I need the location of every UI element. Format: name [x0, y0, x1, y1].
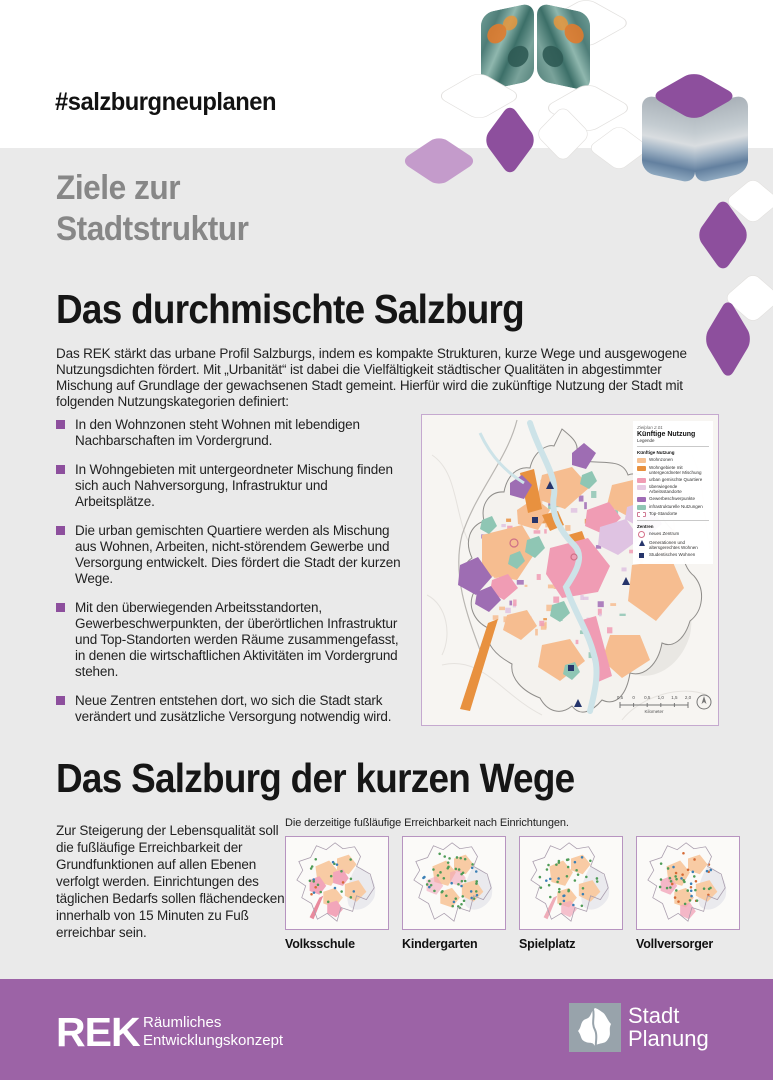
stadtplanung-logo-text	[628, 1004, 709, 1050]
mini-map	[636, 836, 740, 930]
bullet-marker-icon	[56, 603, 65, 612]
legend-label: Legende	[637, 438, 655, 443]
campaign-hashtag: #salzburgneuplanen	[55, 88, 277, 116]
mini-map-spielplatz	[519, 836, 623, 951]
legend-item-label: Generationen und altersgerechtes Wohnen	[649, 539, 698, 550]
legend-swatch	[637, 497, 646, 502]
legend-swatch	[637, 485, 646, 490]
rek-logo-subtitle	[143, 1014, 283, 1050]
legend-item-label: infrastrukturelle Nutzungen	[649, 503, 703, 509]
svg-text:0: 0	[632, 695, 635, 700]
small-maps-caption: Die derzeitige fußläufige Erreichbarkeit nach Einrichtungen.	[285, 817, 569, 829]
mini-map-kindergarten	[402, 836, 506, 951]
generation-housing-icon	[637, 540, 646, 546]
org-line1: Stadt	[628, 1003, 680, 1028]
mini-map-label: Kindergarten	[402, 937, 478, 951]
section1-heading: Das durchmischte Salzburg	[56, 286, 524, 332]
legend-row	[637, 531, 709, 538]
mini-map	[519, 836, 623, 930]
svg-text:1,0: 1,0	[657, 695, 664, 700]
rek-sub-line1: Räumliches	[143, 1014, 222, 1031]
legend-item-label: Wohngebiete mit untergeordneter Mischung	[649, 464, 702, 475]
bullet-marker-icon	[56, 465, 65, 474]
top-white-band	[0, 0, 773, 148]
legend-item-label: Studentisches Wohnen	[649, 551, 696, 557]
legend-row	[637, 511, 709, 517]
org-line2: Planung	[628, 1026, 709, 1051]
legend-row	[637, 540, 709, 551]
legend-row	[637, 465, 709, 476]
stadtplanung-logo-icon	[569, 1003, 621, 1052]
page-title-line2: Stadtstruktur	[56, 210, 249, 248]
mini-map-label: Vollversorger	[636, 937, 714, 951]
list-item-text: Die urban gemischten Quartiere werden als Mischung aus Wohnen, Arbeiten, nicht-störendem Gewerbe und Versorgung entwickelt. Dies fördert die Stadt der kurzen Wege.	[75, 523, 401, 586]
bullet-marker-icon	[56, 420, 65, 429]
svg-text:0,5: 0,5	[644, 695, 651, 700]
zoning-map-panel	[421, 414, 719, 726]
list-item	[56, 693, 410, 725]
legend-item-label: Gewerbeschwerpunkte	[649, 496, 696, 502]
section2-paragraph: Zur Steigerung der Lebensqualität soll die fußläufige Erreichbarkeit der Grundfunktionen auf allen Ebenen verfolgt werden. Einrichtungen des täglichen Bedarfs sollen flächendeckend innerhalb von 15 Minuten zu Fuß erreichbar sein.	[56, 823, 292, 940]
map-legend	[633, 421, 713, 564]
legend-row	[637, 477, 709, 483]
legend-swatch	[637, 466, 646, 471]
svg-text:1,5: 1,5	[671, 695, 678, 700]
mini-map	[402, 836, 506, 930]
section2-heading: Das Salzburg der kurzen Wege	[56, 755, 575, 801]
student-housing-icon	[637, 552, 646, 558]
page-title-line1: Ziele zur	[56, 169, 181, 207]
map-title: Künftige Nutzung	[637, 431, 696, 438]
legend-item-label: überwiegende Arbeitsstandorte	[649, 484, 682, 495]
legend-row	[637, 457, 709, 463]
svg-text:2,0: 2,0	[684, 695, 692, 700]
mini-map	[285, 836, 389, 930]
legend-item-label: neues Zentrum	[649, 531, 680, 537]
bullet-marker-icon	[56, 526, 65, 535]
list-item	[56, 462, 410, 510]
mini-map-volksschule	[285, 836, 389, 951]
mini-map-label: Spielplatz	[519, 937, 576, 951]
list-item-text: In Wohngebieten mit untergeordneter Mischung finden sich auch Nahversorgung, Infrastruktur und Arbeitsplätze.	[75, 462, 393, 509]
page-title	[56, 168, 248, 250]
mini-map-vollversorger	[636, 836, 740, 951]
legend-group-title: Zentren	[637, 524, 654, 530]
legend-row	[637, 484, 709, 495]
list-item-text: Mit den überwiegenden Arbeitsstandorten, Gewerbeschwerpunkten, der überörtlichen Infrastruktur und Top-Standorten werden Räume zusammengefasst, in denen die wirtschaftlichen Aktivitäten im Vordergrund stehen.	[75, 600, 399, 679]
legend-item-label: Top-Standorte	[649, 511, 678, 517]
legend-swatch	[637, 458, 646, 463]
list-item-text: Neue Zentren entstehen dort, wo sich die Stadt stark verändert und zusätzliche Versorgung notwendig wird.	[75, 693, 392, 724]
svg-text:0,5: 0,5	[616, 695, 624, 700]
legend-item-label: urban gemischte Quartiere	[649, 476, 703, 482]
rek-sub-line2: Entwicklungskonzept	[143, 1032, 284, 1049]
list-item-text: In den Wohnzonen steht Wohnen mit lebendigen Nachbarschaften im Vordergrund.	[75, 417, 360, 448]
section1-intro: Das REK stärkt das urbane Profil Salzburgs, indem es kompakte Strukturen, kurze Wege und ausgewogene Nutzungsdichten fördert. Mit „Urbanität“ ist dabei die Vielfältigkeit städtischer Qualitäten in abgestimmter Mischung auf Grundlage der gewachsenen Stadt gemeint. Hierfür wird die zukünftige Nutzung der Stadt mit folgenden Nutzungskategorien definiert:	[56, 346, 687, 409]
list-item	[56, 417, 410, 449]
usage-categories-list	[56, 417, 410, 738]
legend-row	[637, 504, 709, 510]
legend-row	[637, 552, 709, 558]
list-item	[56, 523, 410, 587]
legend-item-label: Wohnzonen	[649, 457, 673, 462]
mini-map-label: Volksschule	[285, 937, 355, 951]
bullet-marker-icon	[56, 696, 65, 705]
legend-row	[637, 496, 709, 502]
legend-swatch	[637, 505, 646, 510]
rek-logo-text: REK	[56, 1009, 140, 1055]
plan-reference: Zielplan 2.01	[637, 425, 663, 430]
list-item	[56, 600, 410, 680]
svg-text:Kilometer: Kilometer	[644, 709, 664, 714]
legend-swatch	[637, 478, 646, 483]
accessibility-maps-row	[285, 836, 740, 951]
legend-group-title: Künftige Nutzung	[637, 450, 675, 455]
new-center-icon	[637, 531, 646, 538]
legend-swatch-outline	[637, 512, 646, 517]
